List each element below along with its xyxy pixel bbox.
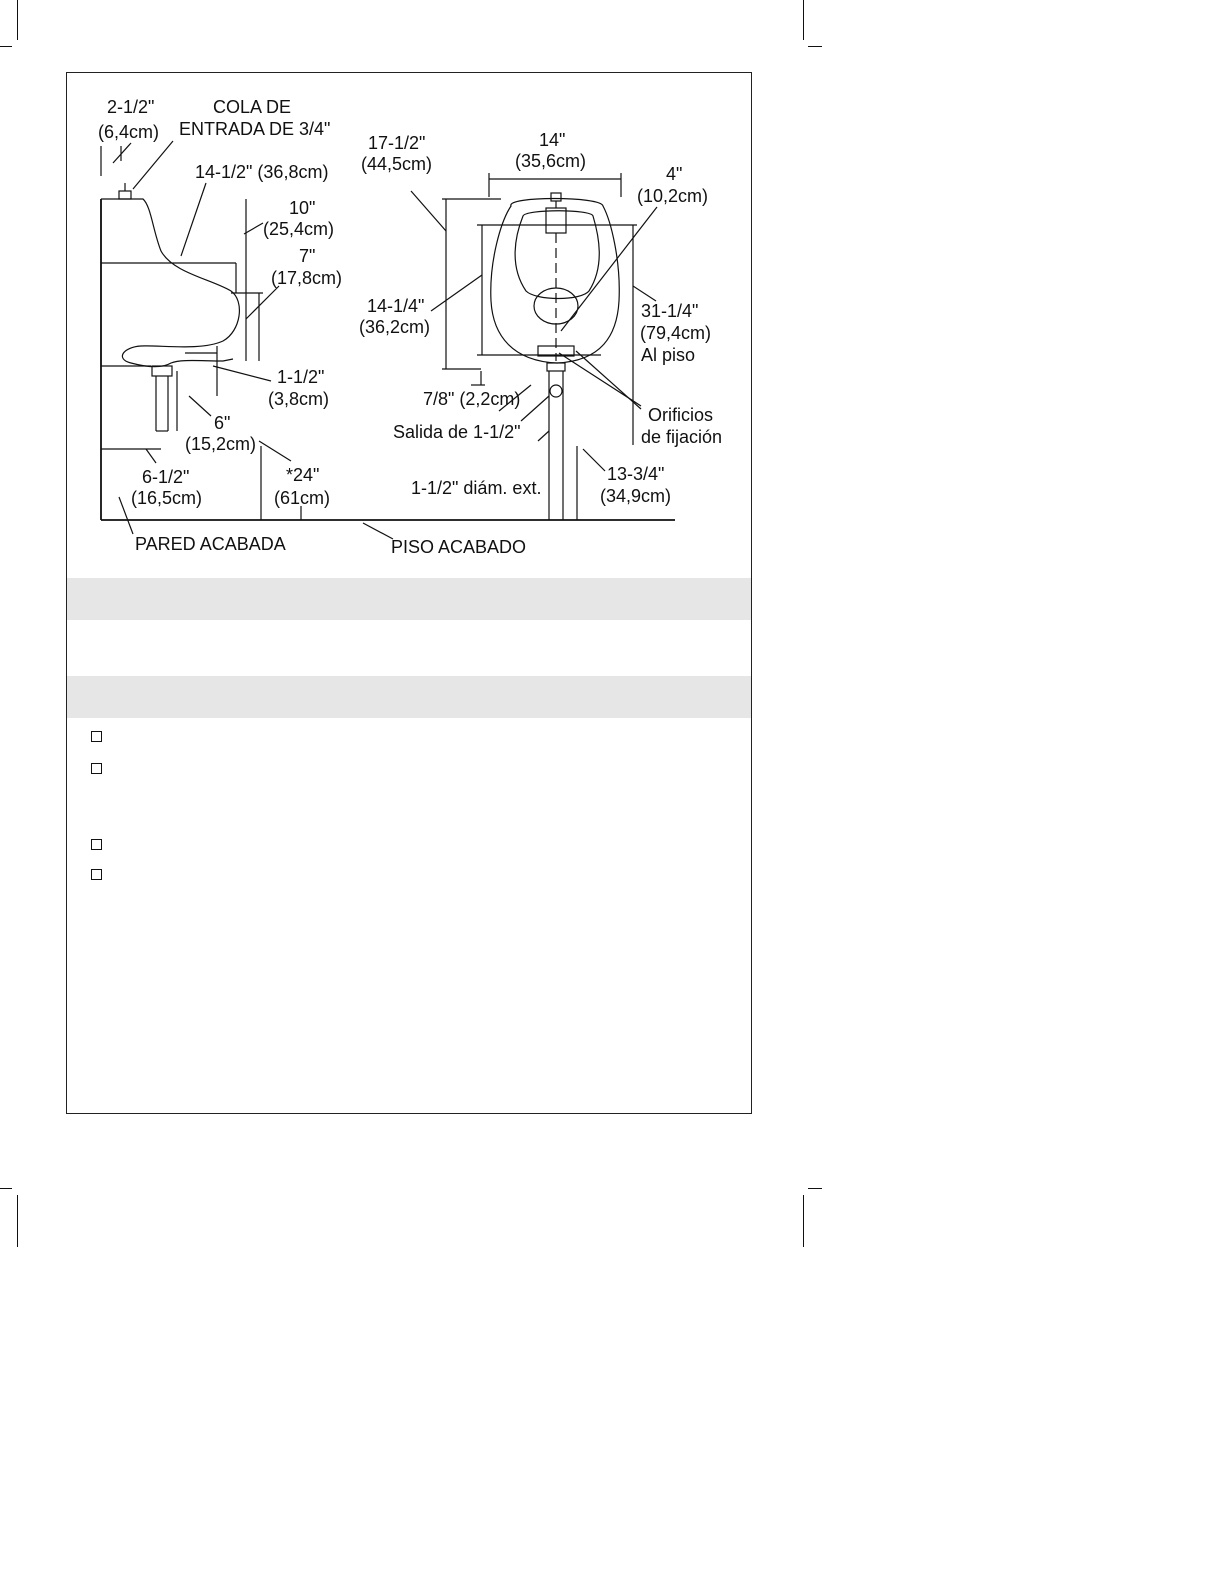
label-dim-14-1-4-cm: (36,2cm): [359, 317, 431, 337]
label-dim-13-3-4-cm: (34,9cm): [600, 486, 672, 506]
label-height-10-cm: (25,4cm): [263, 219, 335, 239]
label-outside-diameter: 1-1/2" diám. ext.: [411, 478, 542, 498]
crop-mark-top-left-v: [17, 0, 18, 40]
label-dim-31-1-4: 31-1/4": [641, 301, 699, 321]
label-to-floor: Al piso: [641, 345, 696, 365]
label-dim-1-1-2: 1-1/2": [277, 367, 325, 387]
label-depth: 14-1/2" (36,8cm): [195, 162, 329, 182]
label-dim-31-1-4-cm: (79,4cm): [640, 323, 712, 343]
label-mounting-holes-2: de fijación: [641, 427, 723, 447]
section-heading-band-2: [67, 676, 751, 718]
label-height-10: 10": [289, 198, 316, 218]
crop-mark-top-left-h: [0, 46, 12, 47]
section-heading-band-1: [67, 578, 751, 620]
label-inlet-1: COLA DE: [213, 97, 292, 117]
label-dim-14-1-4: 14-1/4": [367, 296, 425, 316]
urinal-roughin-diagram: [67, 73, 751, 573]
crop-mark-bottom-left-v: [17, 1195, 18, 1247]
label-inlet-2: ENTRADA DE 3/4": [179, 119, 331, 139]
label-dim-6-1-2-cm: (16,5cm): [131, 488, 203, 508]
label-dim-6: 6": [214, 413, 231, 433]
checklist-checkbox-3[interactable]: [91, 839, 102, 850]
label-dim-6-1-2: 6-1/2": [142, 467, 190, 487]
crop-mark-bottom-right-v: [803, 1195, 804, 1247]
label-width-14-cm: (35,6cm): [515, 151, 587, 171]
label-dim-6-cm: (15,2cm): [185, 434, 257, 454]
label-finished-floor: PISO ACABADO: [391, 537, 527, 557]
label-height-17-1-2: 17-1/2": [368, 133, 426, 153]
label-mounting-holes-1: Orificios: [648, 405, 714, 425]
crop-mark-bottom-left-h: [0, 1188, 12, 1189]
label-dim-4: 4": [666, 164, 683, 184]
side-view-urinal: [101, 199, 239, 367]
label-height-7-cm: (17,8cm): [271, 268, 343, 288]
label-dim-13-3-4: 13-3/4": [607, 464, 665, 484]
label-dim-24: *24": [286, 465, 320, 485]
label-dim-1-1-2-cm: (3,8cm): [268, 389, 330, 409]
crop-mark-top-right-v: [803, 0, 804, 40]
label-height-7: 7": [299, 246, 316, 266]
label-dim-4-cm: (10,2cm): [637, 186, 709, 206]
crop-mark-top-right-h: [808, 46, 822, 47]
label-outlet: Salida de 1-1/2": [393, 422, 521, 442]
page-frame: [66, 72, 752, 1114]
checklist-checkbox-1[interactable]: [91, 731, 102, 742]
label-inlet-offset-cm: (6,4cm): [98, 122, 160, 142]
label-height-17-1-2-cm: (44,5cm): [361, 154, 433, 174]
label-dim-7-8: 7/8" (2,2cm): [423, 389, 521, 409]
label-width-14: 14": [539, 130, 566, 150]
crop-mark-bottom-right-h: [808, 1188, 822, 1189]
checklist-checkbox-4[interactable]: [91, 869, 102, 880]
checklist-checkbox-2[interactable]: [91, 763, 102, 774]
label-dim-24-cm: (61cm): [274, 488, 331, 508]
label-finished-wall: PARED ACABADA: [135, 534, 286, 554]
label-inlet-offset: 2-1/2": [107, 97, 155, 117]
